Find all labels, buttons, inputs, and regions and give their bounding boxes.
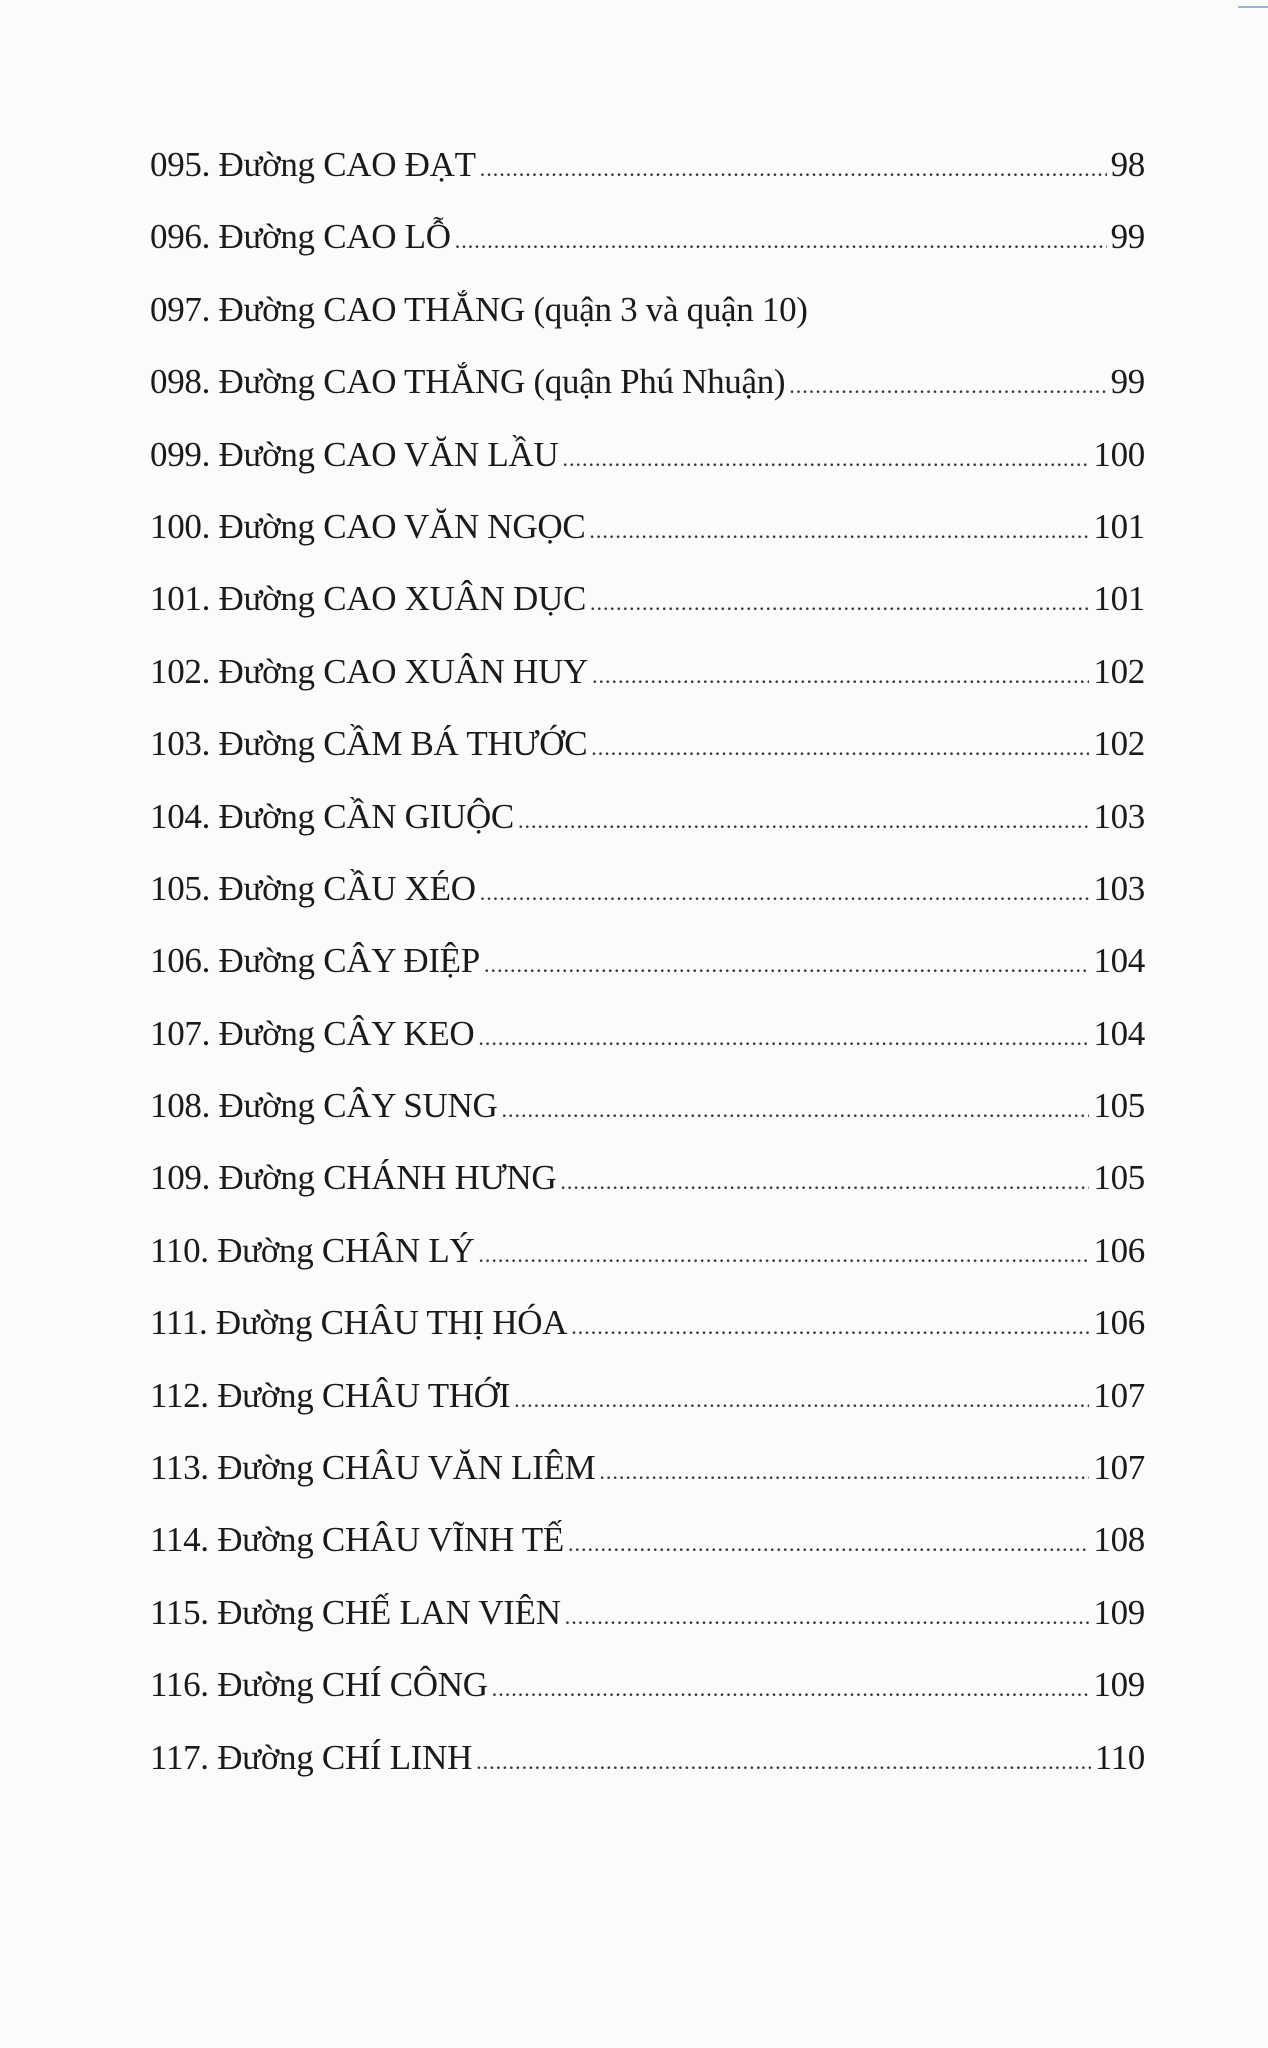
toc-entry-page: 104 <box>1093 1013 1145 1053</box>
toc-entry-title: 098. Đường CAO THẮNG (quận Phú Nhuận) <box>150 362 786 402</box>
toc-entry <box>150 941 1145 1013</box>
dot-leader <box>492 1676 1090 1702</box>
toc-entry <box>150 1303 1145 1375</box>
dot-leader <box>571 1314 1089 1340</box>
toc-entry <box>150 1158 1145 1230</box>
toc-entry-title: 108. Đường CÂY SUNG <box>150 1086 498 1126</box>
dot-leader <box>518 808 1089 834</box>
toc-entry <box>150 869 1145 941</box>
toc-entry-title: 114. Đường CHÂU VĨNH TẾ <box>150 1520 564 1560</box>
toc-entry-page: 102 <box>1093 651 1145 691</box>
toc-entry <box>150 435 1145 507</box>
toc-entry-title: 116. Đường CHÍ CÔNG <box>150 1665 488 1705</box>
toc-entry <box>150 579 1145 651</box>
dot-leader <box>789 373 1106 399</box>
toc-entry <box>150 1738 1145 1810</box>
toc-entry-page: 101 <box>1093 579 1145 619</box>
dot-leader <box>501 1097 1089 1123</box>
toc-entry-title: 099. Đường CAO VĂN LẦU <box>150 434 559 474</box>
dot-leader <box>478 1242 1089 1268</box>
page-edge-mark <box>1238 6 1268 8</box>
toc-entry-title: 113. Đường CHÂU VĂN LIÊM <box>150 1448 596 1488</box>
dot-leader <box>591 735 1089 761</box>
toc-entry-title: 115. Đường CHẾ LAN VIÊN <box>150 1592 561 1632</box>
toc-entry-title: 112. Đường CHÂU THỚI <box>150 1375 511 1415</box>
dot-leader <box>568 1531 1089 1557</box>
toc-entry-title: 101. Đường CAO XUÂN DỤC <box>150 579 587 619</box>
toc-entry-page: 109 <box>1093 1665 1145 1705</box>
dot-leader <box>560 1169 1089 1195</box>
toc-entry-page: 103 <box>1093 868 1145 908</box>
toc-entry-title: 105. Đường CẦU XÉO <box>150 868 476 908</box>
dot-leader <box>514 1387 1089 1413</box>
toc-entry-title: 107. Đường CÂY KEO <box>150 1013 475 1053</box>
toc-entry-title: 100. Đường CAO VĂN NGỌC <box>150 506 586 546</box>
toc-entry-page: 104 <box>1093 941 1145 981</box>
toc-entry-page: 102 <box>1093 724 1145 764</box>
toc-entry-page: 110 <box>1094 1737 1145 1777</box>
toc-entry-title: 111. Đường CHÂU THỊ HÓA <box>150 1303 568 1343</box>
toc-entry-page: 105 <box>1093 1158 1145 1198</box>
toc-entry-title: 106. Đường CÂY ĐIỆP <box>150 941 480 981</box>
toc-entry-page: 99 <box>1110 217 1145 257</box>
toc-entry-page: 106 <box>1093 1303 1145 1343</box>
toc-entry-title: 102. Đường CAO XUÂN HUY <box>150 651 588 691</box>
toc-entry-title: 096. Đường CAO LỖ <box>150 217 451 257</box>
dot-leader <box>565 1604 1090 1630</box>
toc-entry <box>150 507 1145 579</box>
dot-leader <box>476 1749 1091 1775</box>
toc-entry-page: 103 <box>1093 796 1145 836</box>
toc-entry <box>150 1231 1145 1303</box>
dot-leader <box>599 1459 1089 1485</box>
toc-entry <box>150 290 1145 362</box>
dot-leader <box>592 663 1089 689</box>
toc-entry <box>150 1086 1145 1158</box>
toc-entry-title: 095. Đường CAO ĐẠT <box>150 145 476 184</box>
toc-entry <box>150 1593 1145 1665</box>
toc-entry <box>150 797 1145 869</box>
dot-leader <box>455 228 1107 254</box>
toc-entry-title: 117. Đường CHÍ LINH <box>150 1737 473 1777</box>
toc-entry-page: 101 <box>1093 506 1145 546</box>
toc-entry-page: 107 <box>1093 1448 1145 1488</box>
table-of-contents <box>150 145 1145 1810</box>
dot-leader <box>484 952 1089 978</box>
toc-entry-page: 105 <box>1093 1086 1145 1126</box>
dot-leader <box>478 1025 1089 1051</box>
toc-entry-page: 100 <box>1093 434 1145 474</box>
toc-entry <box>150 1448 1145 1520</box>
toc-entry <box>150 362 1145 434</box>
toc-entry <box>150 1376 1145 1448</box>
toc-entry-title: 104. Đường CẦN GIUỘC <box>150 796 514 836</box>
toc-entry-title: 103. Đường CẦM BÁ THƯỚC <box>150 724 588 764</box>
toc-entry-title: 097. Đường CAO THẮNG (quận 3 và quận 10) <box>150 289 808 329</box>
toc-entry-page: 109 <box>1093 1592 1145 1632</box>
toc-entry <box>150 145 1145 217</box>
dot-leader <box>562 446 1089 472</box>
dot-leader <box>590 590 1089 616</box>
toc-entry <box>150 652 1145 724</box>
toc-entry-page: 107 <box>1093 1375 1145 1415</box>
dot-leader <box>480 880 1090 906</box>
toc-entry <box>150 1520 1145 1592</box>
toc-entry-page: 99 <box>1110 362 1145 402</box>
toc-entry-page: 98 <box>1110 145 1145 184</box>
toc-entry <box>150 724 1145 796</box>
toc-entry-page: 106 <box>1093 1230 1145 1270</box>
toc-entry <box>150 1014 1145 1086</box>
toc-entry-page: 108 <box>1093 1520 1145 1560</box>
dot-leader <box>589 518 1089 544</box>
toc-entry-title: 109. Đường CHÁNH HƯNG <box>150 1158 557 1198</box>
dot-leader <box>480 156 1107 182</box>
toc-entry-title: 110. Đường CHÂN LÝ <box>150 1230 475 1270</box>
toc-entry <box>150 217 1145 289</box>
toc-entry <box>150 1665 1145 1737</box>
